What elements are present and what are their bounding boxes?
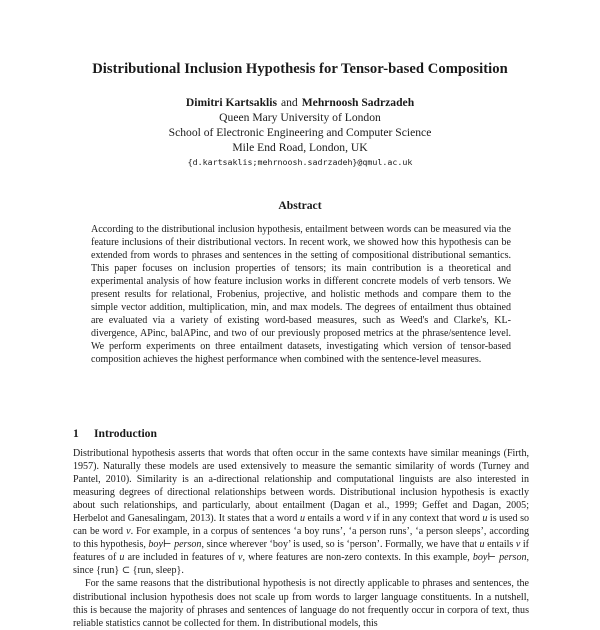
intro-paragraph-1 <box>73 447 529 577</box>
text-run: is used so can be word <box>73 513 530 538</box>
text-run: . For example, in a corpus of sentences ‘a boy runs’, ‘a person runs’, ‘a person sleeps’, according to this hypothesis, <box>73 526 529 551</box>
affiliation-line: Queen Mary University of London <box>219 111 381 124</box>
text-run: entails <box>484 539 516 551</box>
author-1: Dimitri Kartsaklis <box>185 96 277 109</box>
math-variable: v <box>366 513 371 525</box>
entailment-expression: boy⊢ person <box>148 539 202 551</box>
affiliation-line: Mile End Road, London, UK <box>232 141 368 154</box>
affiliation-line: School of Electronic Engineering and Computer Science <box>168 126 432 139</box>
math-variable: v <box>126 526 131 538</box>
section-title: Introduction <box>94 427 157 440</box>
section-heading <box>73 427 533 440</box>
abstract-heading: Abstract <box>278 199 322 212</box>
text-run: are included in features of <box>124 552 239 564</box>
intro-paragraph-2: For the same reasons that the distributional hypothesis is not directly applicable to phrases and sentences, the distributional inclusion hypothesis does not scale up from words to larger language constituents. In a nutshell, this is because the majority of phrases and sentences of language do not frequently occur in corpora of text, thus reliable statistics cannot be collected for them. In distributional models, this <box>73 578 529 629</box>
author-email: {d.kartsaklis;mehrnoosh.sadrzadeh}@qmul.ac.uk <box>187 157 413 167</box>
paper-title: Distributional Inclusion Hypothesis for Tensor-based Composition <box>92 61 508 77</box>
entailment-expression: boy⊢ person <box>472 552 527 564</box>
abstract-text: According to the distributional inclusion hypothesis, entailment between words can be measured via the feature inclusions of their distributional vectors. In recent work, we showed how this hypothesis can be extended from words to phrases and sentences in the setting of compositional distributional semantics. This paper focuses on inclusion properties of tensors; its main contribution is a theoretical and experimental analysis of how feature inclusion works in different concrete models of verb tensors. We present results for relational, Frobenius, projective, and holistic methods and compare them to the simple vector addition, multiplication, min, and max models. The degrees of entailment thus obtained are evaluated via a variety of existing word-based measures, such as Weed's and Clarke's, KL-divergence, APinc, balAPinc, and two of our previously proposed metrics at the phrase/sentence level. We perform experiments on three entailment datasets, investigating which version of tensor-based composition achieves the highest performance when combined with the sentence-level measures. <box>91 224 511 366</box>
math-variable: v <box>515 539 521 551</box>
math-variable: u <box>482 513 488 525</box>
author-block <box>0 95 600 170</box>
text-run: if features of <box>73 539 530 564</box>
text-run: Distributional hypothesis asserts that words that often occur in the same contexts have similar meanings (Firth, 1957). Naturally these models are used extensively to measure the semantic similarity of words (Turney and Pantel, 2010). Similarity is an a-directional relationship and computational linguists are also interested in measuring degrees of directional relationships between words. Distributional inclusion hypothesis is exactly about such relationships, and particularly, about entailment (Dagan et al., 1999; Geffet and Dagan, 2005; Herbelot and Ganesalingam, 2013). It states that a word <box>73 448 529 525</box>
text-run: if in any context that word <box>370 513 483 525</box>
section-number: 1 <box>73 427 79 440</box>
author-2: Mehrnoosh Sadrzadeh <box>301 96 415 109</box>
math-variable: u <box>479 539 485 551</box>
math-variable: u <box>119 552 125 564</box>
math-variable: v <box>238 552 243 564</box>
text-run: , where features are non-zero contexts. In this example, <box>242 552 473 564</box>
author-names <box>0 95 600 110</box>
math-variable: u <box>299 513 305 525</box>
introduction-body <box>73 447 529 630</box>
author-conjunction: and <box>280 96 298 109</box>
text-run: entails a word <box>305 513 367 525</box>
text-run: , since {run} ⊂ {run, sleep}. <box>73 552 530 577</box>
text-run: , since wherever ‘boy’ is used, so is ‘person’. Formally, we have that <box>201 539 480 551</box>
